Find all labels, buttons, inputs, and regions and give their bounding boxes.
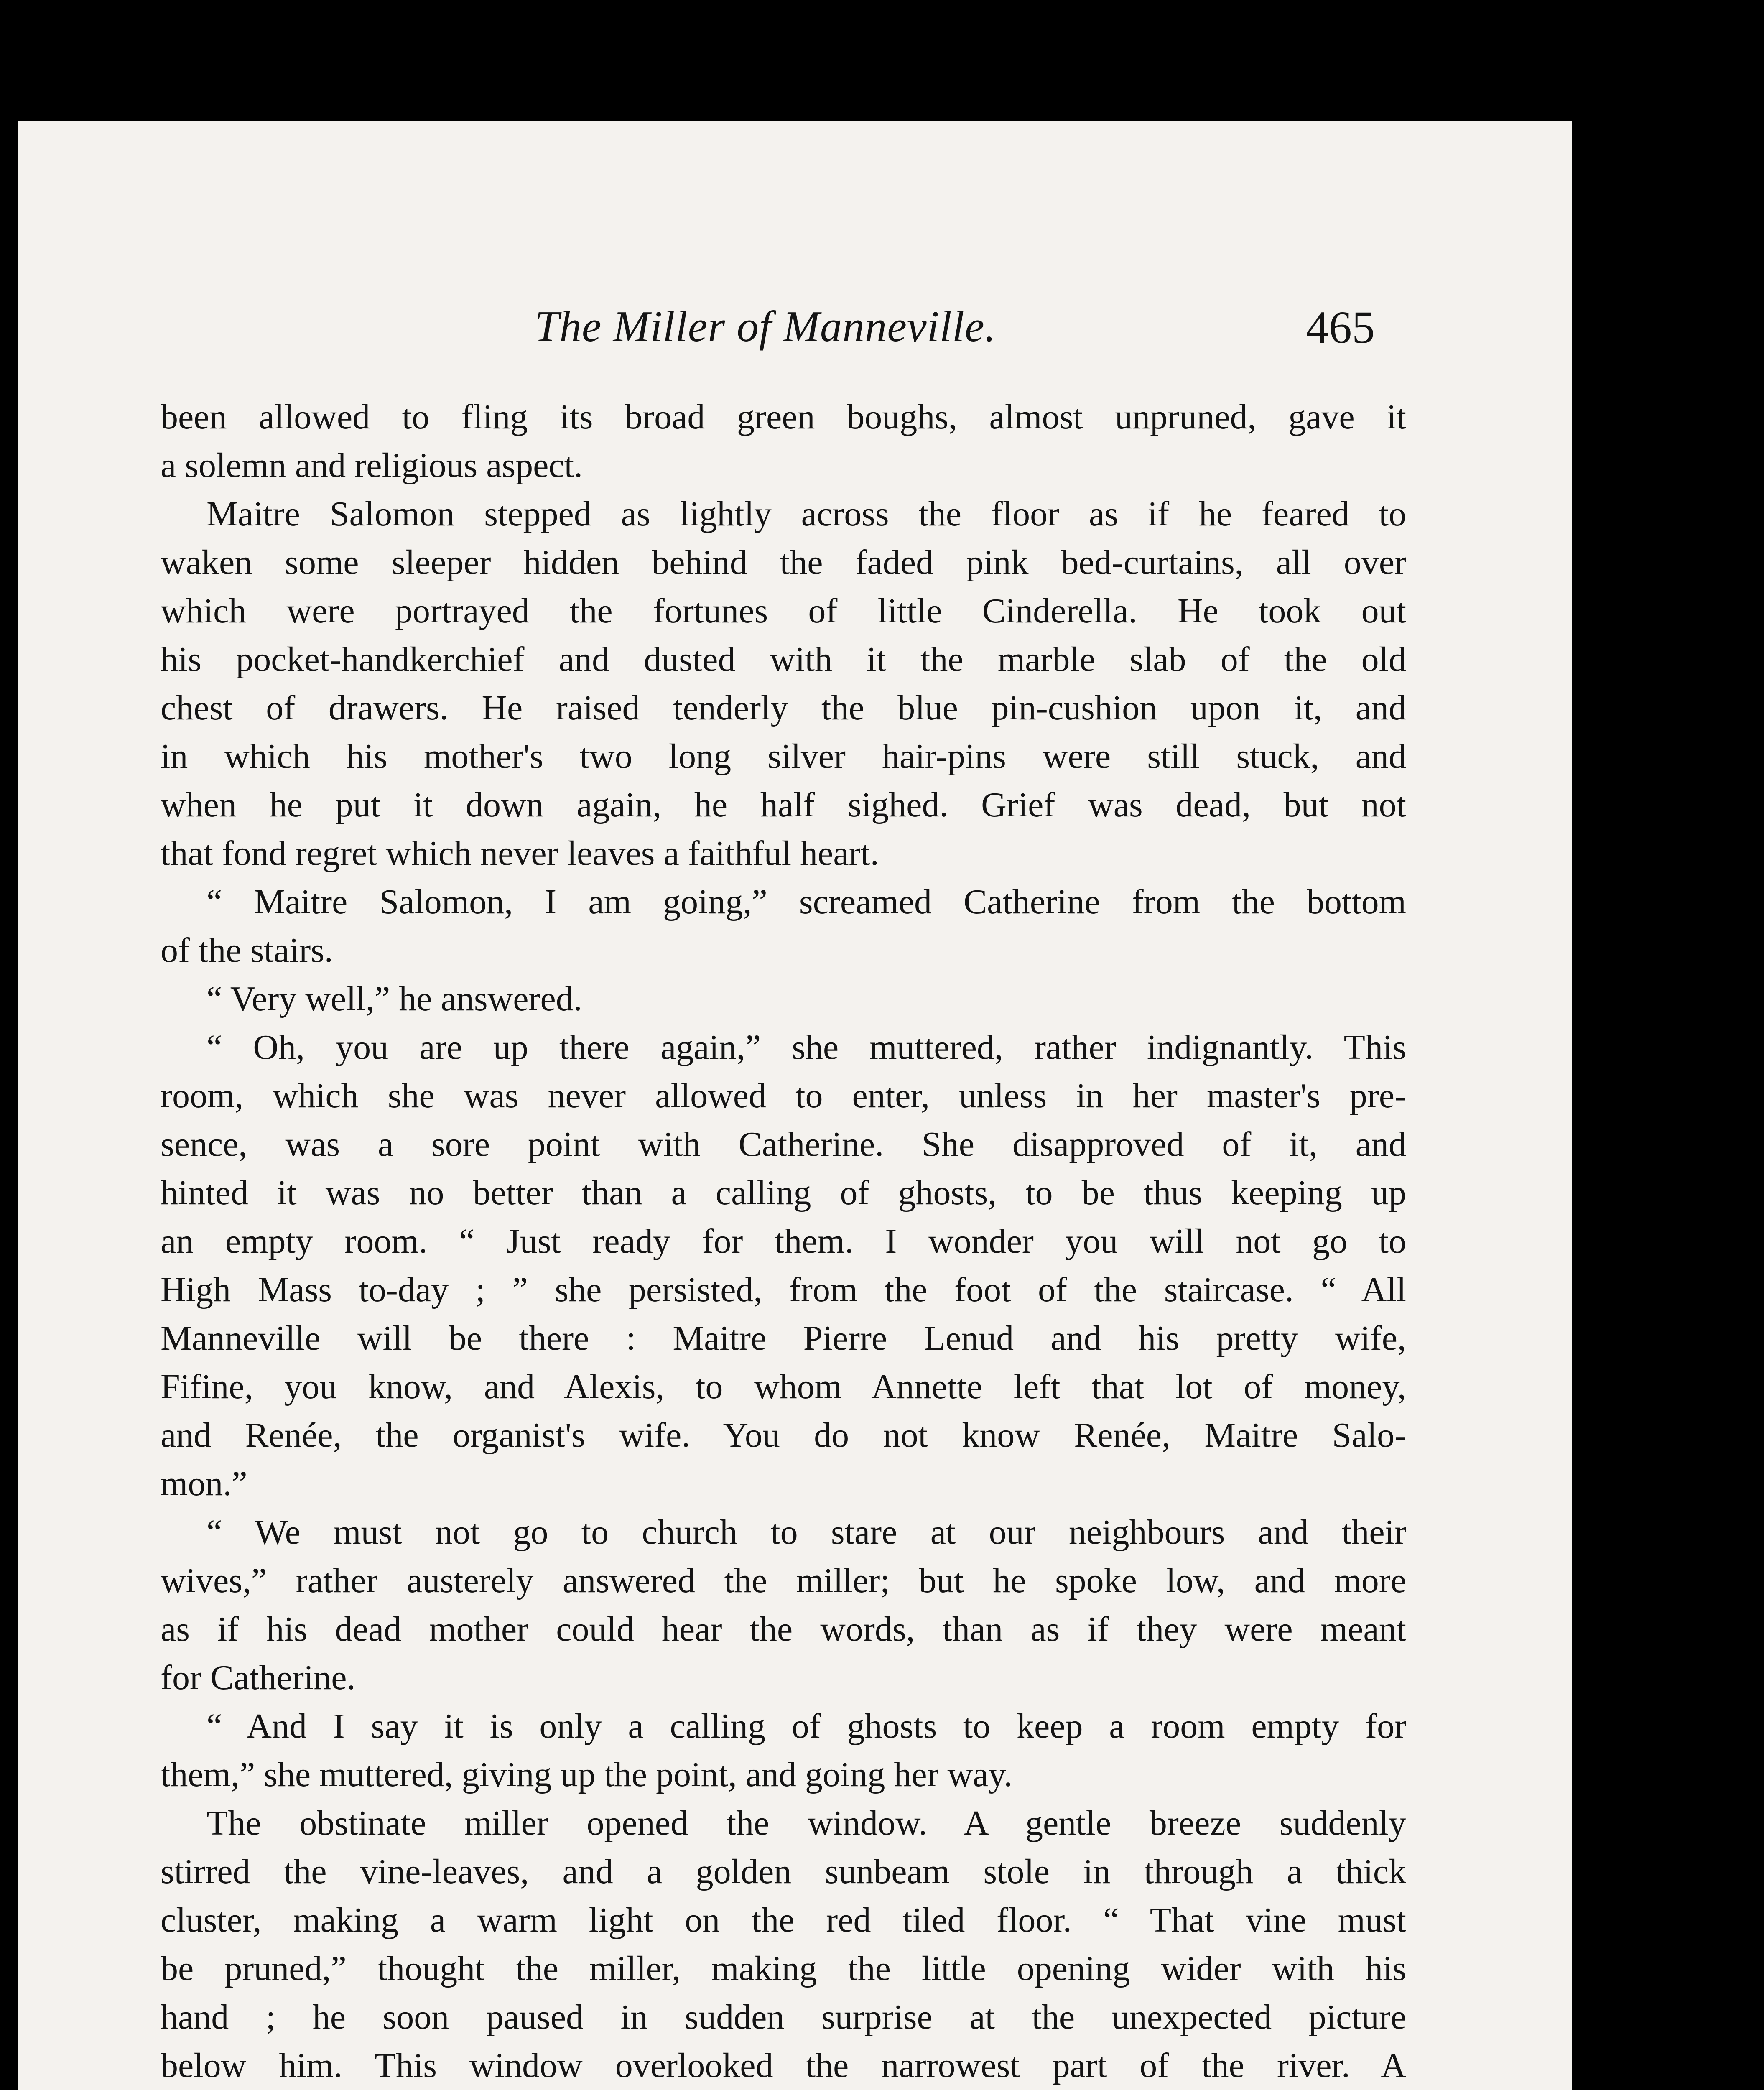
text-line: that fond regret which never leaves a faithful heart. (161, 834, 879, 873)
text-line: Fifine, you know, and Alexis, to whom Annette left that lot of money, (161, 1367, 1406, 1406)
text-line: stirred the vine-leaves, and a golden sunbeam stole in through a thick (161, 1852, 1406, 1891)
text-line: an empty room. “ Just ready for them. I wonder you will not go to (161, 1222, 1406, 1261)
text-line: below him. This window overlooked the narrowest part of the river. A (161, 2046, 1406, 2085)
text-line: be pruned,” thought the miller, making the little opening wider with his (161, 1949, 1406, 1988)
text-line: “ And I say it is only a calling of ghosts to keep a room empty for (206, 1707, 1406, 1746)
text-line: a solemn and religious aspect. (161, 446, 583, 485)
page-number: 465 (1306, 302, 1375, 353)
text-line: chest of drawers. He raised tenderly the blue pin-cushion upon it, and (161, 688, 1406, 727)
text-line: Maitre Salomon stepped as lightly across the floor as if he feared to (206, 494, 1406, 533)
text-line: in which his mother's two long silver hair-pins were still stuck, and (161, 737, 1406, 776)
text-line: cluster, making a warm light on the red tiled floor. “ That vine must (161, 1901, 1406, 1940)
text-line: for Catherine. (161, 1658, 356, 1697)
text-line: them,” she muttered, giving up the point, and going her way. (161, 1755, 1013, 1794)
text-line: Manneville will be there : Maitre Pierre Lenud and his pretty wife, (161, 1319, 1406, 1358)
book-page (18, 121, 1572, 2090)
text-line: as if his dead mother could hear the words, than as if they were meant (161, 1610, 1406, 1649)
text-line: his pocket-handkerchief and dusted with it the marble slab of the old (161, 640, 1406, 679)
text-line: mon.” (161, 1464, 247, 1503)
text-line: wives,” rather austerely answered the miller; but he spoke low, and more (161, 1561, 1406, 1600)
text-line: and Renée, the organist's wife. You do not know Renée, Maitre Salo- (161, 1416, 1406, 1455)
text-line: The obstinate miller opened the window. A gentle breeze suddenly (206, 1804, 1406, 1843)
text-line: hand ; he soon paused in sudden surprise at the unexpected picture (161, 1998, 1406, 2036)
text-line: “ We must not go to church to stare at our neighbours and their (206, 1513, 1406, 1552)
running-title: The Miller of Manneville. (535, 302, 996, 351)
page-header (18, 301, 1572, 359)
text-line: room, which she was never allowed to enter, unless in her master's pre- (161, 1076, 1406, 1115)
text-line: been allowed to fling its broad green boughs, almost unpruned, gave it (161, 398, 1406, 436)
text-line: sence, was a sore point with Catherine. She disapproved of it, and (161, 1125, 1406, 1164)
text-line: hinted it was no better than a calling of ghosts, to be thus keeping up (161, 1173, 1406, 1212)
text-line: of the stairs. (161, 931, 333, 970)
text-line: “ Oh, you are up there again,” she muttered, rather indignantly. This (206, 1028, 1406, 1067)
text-line: which were portrayed the fortunes of little Cinderella. He took out (161, 591, 1406, 630)
text-line: High Mass to-day ; ” she persisted, from the foot of the staircase. “ All (161, 1270, 1406, 1309)
body-text (161, 393, 1406, 2090)
text-line: waken some sleeper hidden behind the faded pink bed-curtains, all over (161, 543, 1406, 582)
text-line: “ Very well,” he answered. (206, 979, 582, 1018)
text-line: “ Maitre Salomon, I am going,” screamed Catherine from the bottom (206, 882, 1406, 921)
text-line: when he put it down again, he half sighed. Grief was dead, but not (161, 785, 1406, 824)
